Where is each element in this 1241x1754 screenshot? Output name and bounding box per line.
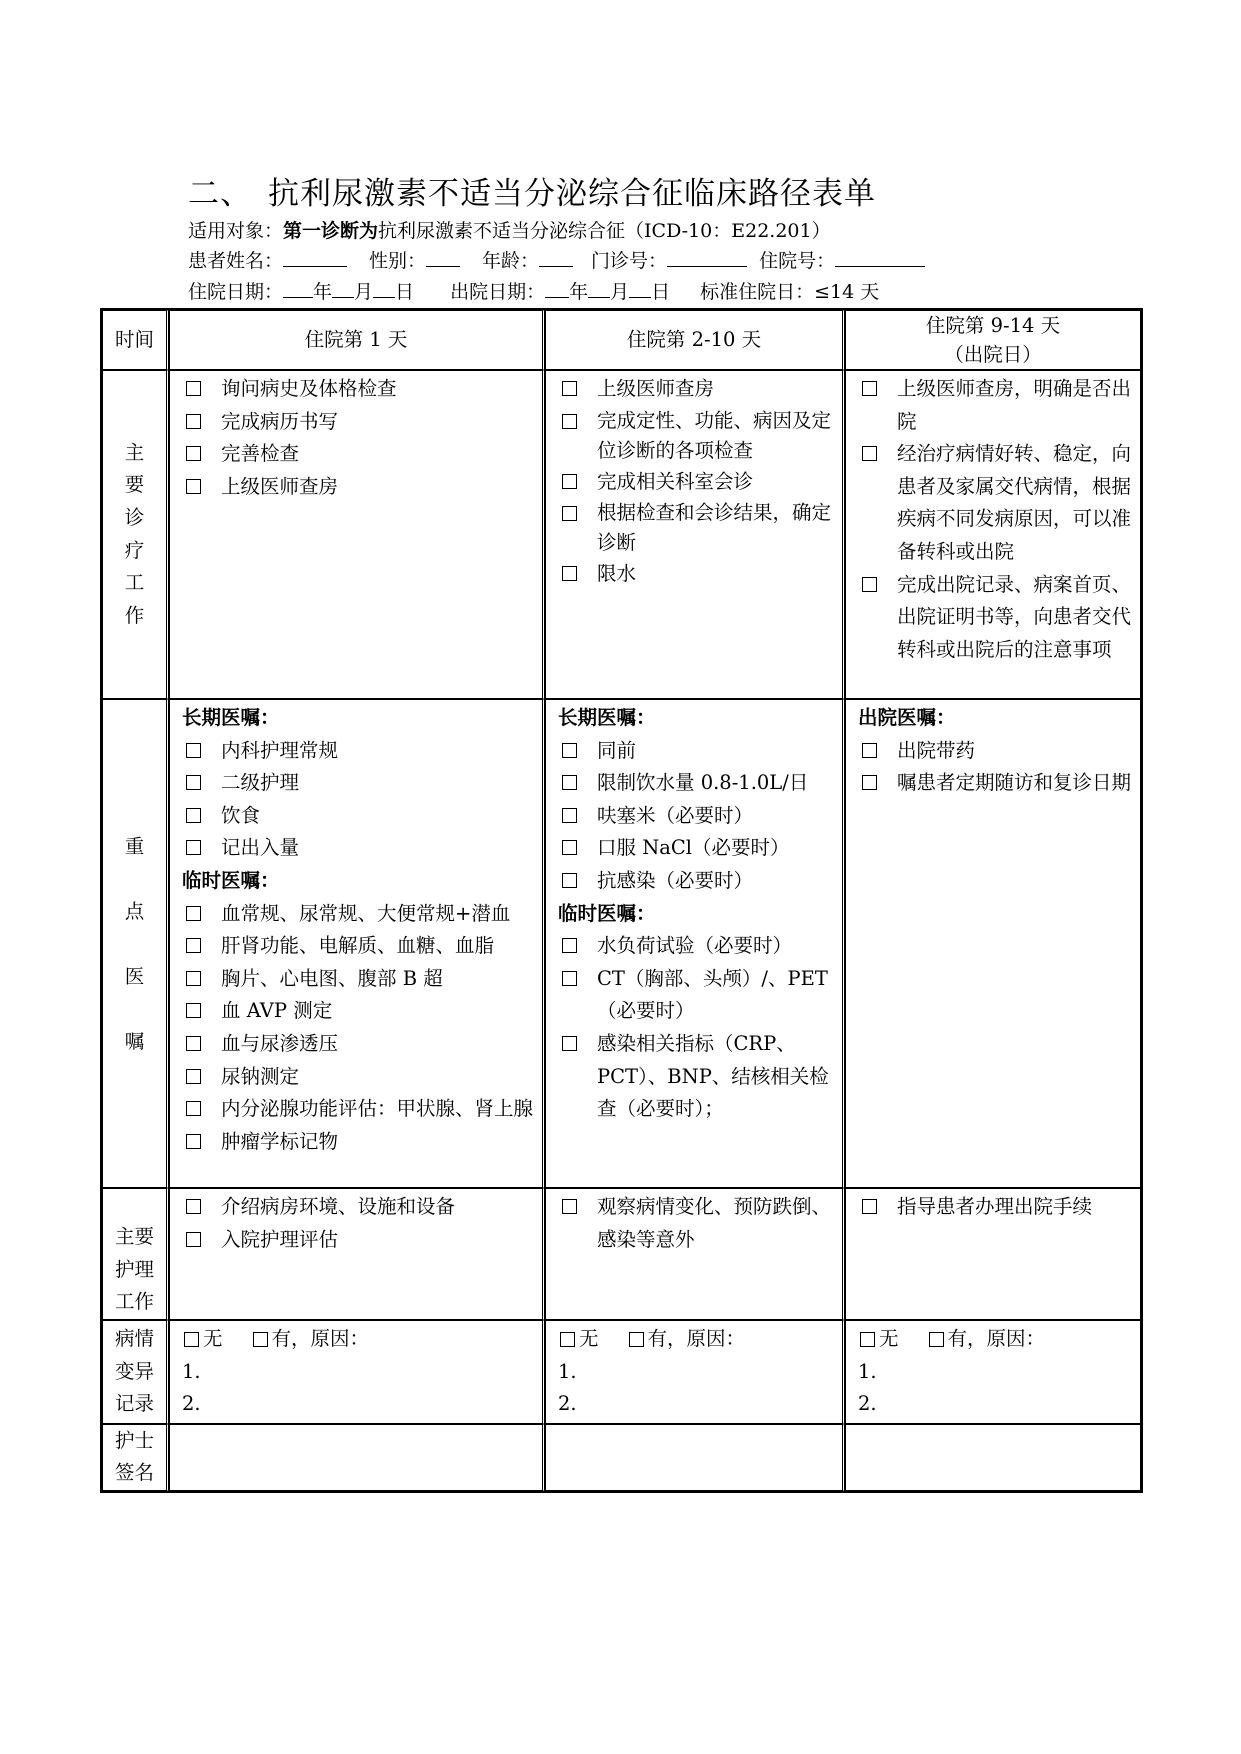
checkbox[interactable] <box>186 840 201 855</box>
nursing-day2 <box>545 1188 845 1320</box>
applicable-bold: 第一诊断为 <box>283 220 379 242</box>
item-text: 嘱患者定期随访和复诊日期 <box>897 771 1132 795</box>
admit-day-unit: 日 <box>395 281 415 303</box>
patient-name-label: 患者姓名： <box>188 250 284 272</box>
variance-reason-1[interactable]: 1. <box>182 1359 201 1383</box>
item-text: 上级医师查房 <box>221 474 339 498</box>
checklist-item[interactable] <box>558 466 834 499</box>
checkbox[interactable] <box>186 1069 201 1084</box>
signature-label <box>102 1424 169 1491</box>
variance-yes-checkbox[interactable] <box>629 1332 644 1347</box>
checklist-item[interactable] <box>558 865 834 898</box>
checkbox[interactable] <box>562 474 577 489</box>
header-day1: 住院第 1 天 <box>169 310 545 370</box>
discharge-date-label: 出院日期： <box>450 281 546 303</box>
checklist-item[interactable] <box>558 800 834 833</box>
standard-stay: 标准住院日：≤14 天 <box>700 281 880 303</box>
clinic-number-blank[interactable] <box>667 248 747 267</box>
signature-day1[interactable] <box>169 1424 545 1491</box>
checkbox[interactable] <box>186 1232 201 1247</box>
variance-reason-2[interactable]: 2. <box>858 1392 877 1416</box>
discharge-day-unit: 日 <box>651 281 671 303</box>
item-text: 指导患者办理出院手续 <box>897 1195 1093 1218</box>
checklist-item[interactable] <box>182 1191 534 1224</box>
sex-label: 性别： <box>369 250 427 272</box>
main-work-row <box>102 370 1141 699</box>
item-text: 水负荷试验（必要时） <box>597 934 793 958</box>
main-work-label <box>102 370 169 699</box>
item-text: 尿钠测定 <box>221 1064 300 1088</box>
item-text: 询问病史及体格检查 <box>221 377 397 400</box>
item-text: 完成出院记录、病案首页、出院证明书等，向患者交代转科或出院后的注意事项 <box>897 572 1132 661</box>
checklist-item[interactable] <box>558 1191 834 1256</box>
item-text: 肿瘤学标记物 <box>221 1129 339 1153</box>
checkbox[interactable] <box>186 1003 201 1018</box>
item-text: 经治疗病情好转、稳定，向患者及家属交代病情，根据疾病不同发病原因，可以准备转科或出院 <box>897 442 1132 563</box>
label-char: 工 <box>124 571 145 595</box>
item-text: 限水 <box>597 562 637 586</box>
patient-line <box>188 246 925 273</box>
variance-none-checkbox[interactable] <box>560 1332 575 1347</box>
admit-month-unit: 月 <box>354 281 374 303</box>
signature-row <box>102 1424 1141 1491</box>
checklist-item[interactable] <box>182 406 534 439</box>
checklist-item[interactable] <box>558 373 834 406</box>
main-work-label-chars <box>123 437 147 633</box>
variance-none-checkbox[interactable] <box>860 1332 875 1347</box>
nursing-day1 <box>169 1188 545 1320</box>
variance-label-chars <box>113 1323 157 1421</box>
item-text: 完成定性、功能、病因及定位诊断的各项检查 <box>597 408 832 462</box>
admit-day-blank[interactable] <box>373 279 395 298</box>
checkbox[interactable] <box>186 906 201 921</box>
checklist-item[interactable] <box>558 558 834 591</box>
checklist-item[interactable] <box>182 1093 534 1126</box>
checklist-item[interactable] <box>858 569 1132 667</box>
nursing-day3 <box>845 1188 1141 1320</box>
dates-line <box>188 277 879 304</box>
discharge-month-blank[interactable] <box>588 279 610 298</box>
variance-options <box>558 1323 834 1356</box>
variance-none-label: 无 <box>879 1327 899 1350</box>
admit-year-unit: 年 <box>313 281 333 303</box>
checklist-item[interactable] <box>558 406 834 466</box>
label-char: 主 <box>124 440 145 464</box>
checklist-item[interactable] <box>182 898 534 931</box>
applicable-text: 抗利尿激素不适当分泌综合征（ICD-10：E22.201） <box>378 220 831 242</box>
discharge-month-unit: 月 <box>610 281 630 303</box>
checkbox[interactable] <box>186 1101 201 1116</box>
nursing-label <box>102 1188 169 1320</box>
checkbox[interactable] <box>562 938 577 953</box>
checklist-item[interactable] <box>182 930 534 963</box>
checklist-item[interactable] <box>182 963 534 996</box>
checkbox[interactable] <box>562 1036 577 1051</box>
item-text: 二级护理 <box>221 771 300 795</box>
variance-day3 <box>845 1320 1141 1424</box>
item-text: 上级医师查房，明确是否出院 <box>897 377 1132 433</box>
checkbox[interactable] <box>186 938 201 953</box>
main-work-day1 <box>169 370 545 699</box>
item-text: 感染相关指标（CRP、PCT）、BNP、结核相关检查（必要时）； <box>597 1031 829 1121</box>
checklist-item[interactable] <box>558 1028 834 1126</box>
header-time: 时间 <box>102 310 169 370</box>
checklist-item[interactable] <box>858 735 1132 768</box>
item-text: 完善检查 <box>221 442 300 466</box>
signature-label-chars <box>113 1425 157 1490</box>
sex-blank[interactable] <box>426 248 460 267</box>
title-number: 二、 <box>188 176 252 212</box>
title-text: 抗利尿激素不适当分泌综合征临床路径表单 <box>268 176 876 212</box>
checkbox[interactable] <box>562 808 577 823</box>
variance-row <box>102 1320 1141 1424</box>
checkbox[interactable] <box>562 506 577 521</box>
orders-day2 <box>545 699 845 1188</box>
variance-yes-checkbox[interactable] <box>929 1332 944 1347</box>
checklist-item[interactable] <box>858 767 1132 800</box>
checklist-item[interactable] <box>182 1061 534 1094</box>
item-text: 抗感染（必要时） <box>597 868 754 892</box>
checkbox[interactable] <box>562 840 577 855</box>
temporary-orders-title: 临时医嘱： <box>182 868 280 892</box>
checkbox[interactable] <box>186 1036 201 1051</box>
label-char: 点 <box>124 899 145 923</box>
orders-label-chars <box>123 814 147 1074</box>
checkbox[interactable] <box>562 381 577 396</box>
checkbox[interactable] <box>186 381 201 396</box>
nursing-row <box>102 1188 1141 1320</box>
checkbox[interactable] <box>862 1199 877 1214</box>
label-char: 主要 <box>114 1225 154 1249</box>
checkbox[interactable] <box>186 1134 201 1149</box>
checkbox[interactable] <box>862 577 877 592</box>
checkbox[interactable] <box>562 743 577 758</box>
clinical-pathway-table <box>100 308 1143 1493</box>
variance-yes-label: 有，原因： <box>271 1327 370 1350</box>
item-text: 介绍病房环境、设施和设备 <box>221 1195 456 1218</box>
item-text: 血 AVP 测定 <box>221 999 333 1023</box>
variance-label <box>102 1320 169 1424</box>
checkbox[interactable] <box>562 971 577 986</box>
header-day3-line2: （出院日） <box>944 343 1042 366</box>
item-text: 同前 <box>597 738 637 762</box>
label-char: 变异 <box>114 1359 154 1383</box>
orders-day1 <box>169 699 545 1188</box>
admit-date-label: 住院日期： <box>188 281 284 303</box>
admit-year-blank[interactable] <box>283 279 313 298</box>
item-text: 入院护理评估 <box>221 1227 339 1251</box>
label-char: 护士 <box>114 1428 154 1452</box>
orders-row <box>102 699 1141 1188</box>
item-text: 血常规、尿常规、大便常规+潜血 <box>221 901 511 925</box>
checklist-item[interactable] <box>558 767 834 800</box>
temporary-orders-title: 临时医嘱： <box>558 901 656 925</box>
orders-label <box>102 699 169 1188</box>
checkbox[interactable] <box>186 479 201 494</box>
main-work-day3 <box>845 370 1141 699</box>
item-text: 完成病历书写 <box>221 409 339 433</box>
label-char: 要 <box>124 473 145 497</box>
item-text: 观察病情变化、预防跌倒、感染等意外 <box>597 1195 832 1251</box>
item-text: 完成相关科室会诊 <box>597 469 754 493</box>
checklist-item[interactable] <box>182 735 534 768</box>
checklist-item[interactable] <box>558 498 834 558</box>
nursing-label-chars <box>113 1221 157 1319</box>
checklist-item[interactable] <box>182 767 534 800</box>
checkbox[interactable] <box>186 1199 201 1214</box>
label-char: 签名 <box>114 1461 154 1485</box>
checklist-item[interactable] <box>558 832 834 865</box>
checklist-item[interactable] <box>558 735 834 768</box>
label-char: 病情 <box>114 1327 154 1350</box>
checklist-item[interactable] <box>182 800 534 833</box>
signature-day3[interactable] <box>845 1424 1141 1491</box>
variance-none-checkbox[interactable] <box>184 1332 199 1347</box>
checkbox[interactable] <box>862 743 877 758</box>
label-char: 疗 <box>124 538 145 562</box>
item-text: 出院带药 <box>897 738 976 762</box>
checkbox[interactable] <box>562 1199 577 1214</box>
variance-yes-checkbox[interactable] <box>253 1332 268 1347</box>
item-text: 口服 NaCl（必要时） <box>597 836 790 860</box>
header-row <box>102 310 1141 370</box>
variance-day1 <box>169 1320 545 1424</box>
variance-options <box>182 1323 534 1356</box>
checklist-item[interactable] <box>182 995 534 1028</box>
header-day3 <box>845 310 1141 370</box>
signature-day2[interactable] <box>545 1424 845 1491</box>
item-text: 饮食 <box>221 803 261 827</box>
patient-name-blank[interactable] <box>283 248 347 267</box>
discharge-year-unit: 年 <box>569 281 589 303</box>
checklist-item[interactable] <box>182 471 534 504</box>
discharge-year-blank[interactable] <box>545 279 569 298</box>
header-day2: 住院第 2-10 天 <box>545 310 845 370</box>
variance-reason-1[interactable]: 1. <box>558 1359 577 1383</box>
item-text: 内分泌腺功能评估：甲状腺、肾上腺 <box>221 1097 534 1121</box>
item-text: 内科护理常规 <box>221 738 339 762</box>
inpatient-number-label: 住院号： <box>759 250 836 272</box>
label-char: 工作 <box>114 1290 154 1314</box>
checkbox[interactable] <box>186 743 201 758</box>
checklist-item[interactable] <box>558 963 834 1028</box>
variance-reason-2[interactable]: 2. <box>182 1392 201 1416</box>
checklist-item[interactable] <box>182 1126 534 1159</box>
label-char: 作 <box>124 603 145 627</box>
inpatient-number-blank[interactable] <box>835 248 925 267</box>
checklist-item[interactable] <box>182 1224 534 1257</box>
checkbox[interactable] <box>186 446 201 461</box>
item-text: 根据检查和会诊结果，确定诊断 <box>597 501 832 555</box>
checklist-item[interactable] <box>858 1191 1132 1224</box>
item-text: 胸片、心电图、腹部 B 超 <box>221 966 443 990</box>
checklist-item[interactable] <box>182 373 534 406</box>
orders-day3 <box>845 699 1141 1188</box>
item-text: 呋塞米（必要时） <box>597 803 754 827</box>
checklist-item[interactable] <box>558 930 834 963</box>
item-text: 限制饮水量 0.8-1.0L/日 <box>597 771 809 795</box>
discharge-orders-title: 出院医嘱： <box>858 706 956 729</box>
item-text: 记出入量 <box>221 836 300 860</box>
checklist-item[interactable] <box>858 438 1132 568</box>
label-char: 重 <box>124 834 145 858</box>
checkbox[interactable] <box>186 414 201 429</box>
page-title <box>188 168 876 213</box>
applicable-line <box>188 216 831 243</box>
main-work-day2 <box>545 370 845 699</box>
checkbox[interactable] <box>562 566 577 581</box>
variance-reason-1[interactable]: 1. <box>858 1359 877 1383</box>
checkbox[interactable] <box>186 775 201 790</box>
variance-none-label: 无 <box>203 1327 223 1350</box>
age-label: 年龄： <box>482 250 540 272</box>
checkbox[interactable] <box>186 808 201 823</box>
checklist-item[interactable] <box>182 438 534 471</box>
variance-yes-label: 有，原因： <box>947 1327 1046 1350</box>
checklist-item[interactable] <box>182 832 534 865</box>
label-char: 记录 <box>114 1392 154 1416</box>
admit-month-blank[interactable] <box>332 279 354 298</box>
checkbox[interactable] <box>862 446 877 461</box>
checkbox[interactable] <box>862 381 877 396</box>
checkbox[interactable] <box>562 775 577 790</box>
label-char: 护理 <box>114 1257 154 1281</box>
checkbox[interactable] <box>862 775 877 790</box>
variance-reason-2[interactable]: 2. <box>558 1392 577 1416</box>
label-char: 诊 <box>124 505 145 529</box>
variance-options <box>858 1323 1132 1356</box>
clinic-number-label: 门诊号： <box>591 250 668 272</box>
item-text: 上级医师查房 <box>597 377 715 400</box>
header-day3-line1: 住院第 9-14 天 <box>925 314 1061 337</box>
variance-day2 <box>545 1320 845 1424</box>
label-char: 嘱 <box>124 1029 145 1053</box>
checkbox[interactable] <box>186 971 201 986</box>
long-term-orders-title: 长期医嘱： <box>182 706 280 729</box>
checklist-item[interactable] <box>182 1028 534 1061</box>
item-text: 肝肾功能、电解质、血糖、血脂 <box>221 934 495 958</box>
discharge-day-blank[interactable] <box>629 279 651 298</box>
checklist-item[interactable] <box>858 373 1132 438</box>
checkbox[interactable] <box>562 414 577 429</box>
age-blank[interactable] <box>539 248 573 267</box>
variance-none-label: 无 <box>579 1327 599 1350</box>
item-text: 血与尿渗透压 <box>221 1031 339 1055</box>
long-term-orders-title: 长期医嘱： <box>558 706 656 729</box>
variance-yes-label: 有，原因： <box>647 1327 746 1350</box>
item-text: CT（胸部、头颅）/、PET（必要时） <box>597 966 828 1023</box>
checkbox[interactable] <box>562 873 577 888</box>
label-char: 医 <box>124 964 145 988</box>
applicable-prefix: 适用对象： <box>188 220 284 242</box>
